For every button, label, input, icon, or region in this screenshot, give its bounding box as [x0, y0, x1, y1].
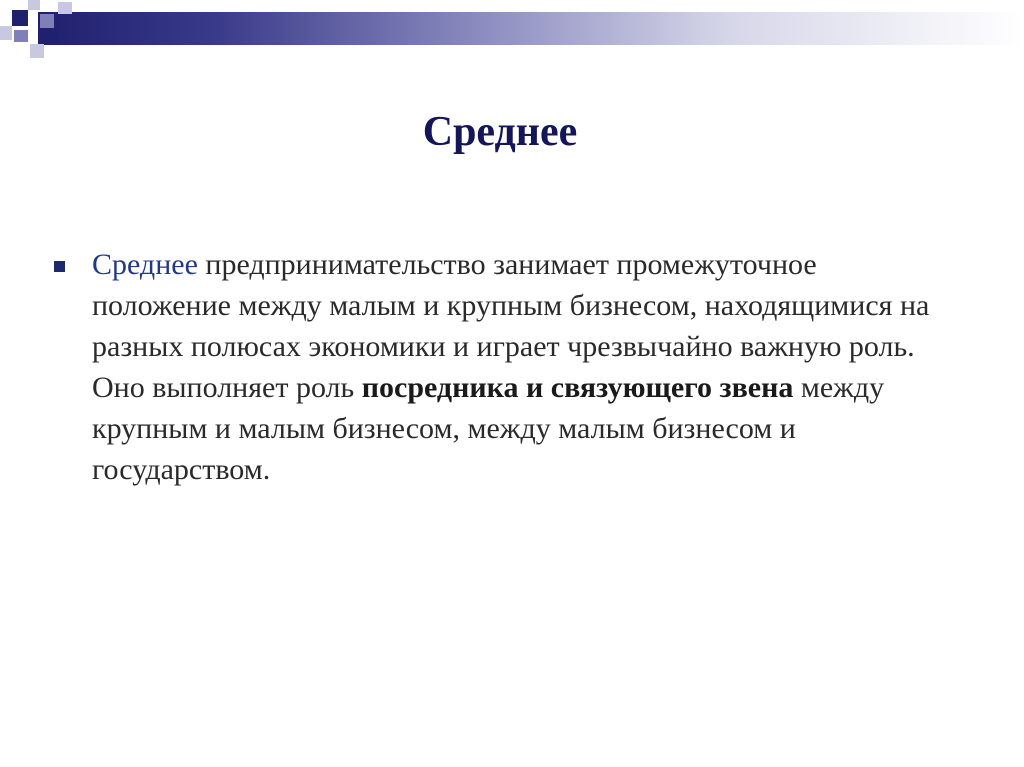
- decor-square-light: [58, 2, 72, 14]
- bullet-text-part1: предпринимательство занимает промежуточное положение между малым и крупным бизнесом, находящимися на разных полюсах экономики и играет чрезвычайно важную роль. Оно выполняет роль: [92, 248, 930, 404]
- square-bullet-icon: [54, 261, 65, 272]
- decor-square-light: [30, 44, 44, 58]
- decor-square-light: [0, 26, 12, 40]
- bullet-lead-word: Среднее: [92, 248, 198, 281]
- bullet-bold-phrase: посредника и связующего звена: [361, 371, 794, 404]
- decor-square-light: [28, 0, 40, 10]
- decor-square-mid: [40, 14, 54, 28]
- slide-title: Среднее: [422, 109, 578, 155]
- header-gradient-bar: [38, 12, 1024, 45]
- decor-square-dark: [12, 10, 28, 26]
- bullet-item: [54, 244, 934, 490]
- bullet-text-part2: между крупным и малым бизнесом, между малым бизнесом и государством.: [92, 371, 885, 486]
- decor-square-dark: [44, 28, 58, 44]
- decor-square-mid: [14, 30, 28, 42]
- bullet-text: [92, 244, 934, 490]
